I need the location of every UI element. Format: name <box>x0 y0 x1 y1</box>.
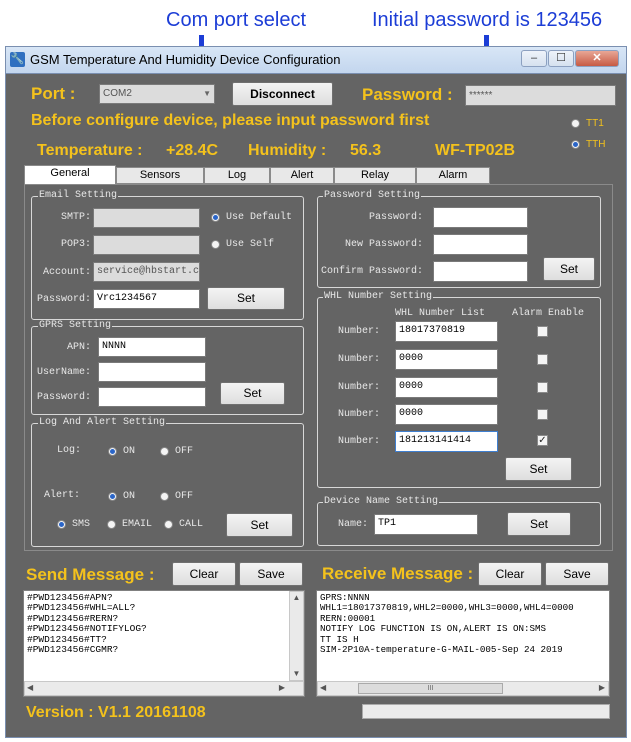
send-clear-button[interactable]: Clear <box>172 562 236 586</box>
gprs-password-label: Password: <box>36 392 91 403</box>
receive-hscrollbar[interactable] <box>317 681 609 696</box>
scroll-right-icon[interactable]: ▶ <box>278 683 285 692</box>
scroll-left-icon[interactable]: ◀ <box>27 683 34 692</box>
tth-radio[interactable] <box>571 140 580 149</box>
progress-bar <box>362 704 610 719</box>
whl-setting-legend: WHL Number Setting <box>324 291 433 302</box>
alert-label: Alert: <box>44 490 81 501</box>
call-label: CALL <box>179 519 204 530</box>
send-message-text: #PWD123456#APN? #PWD123456#WHL=ALL? #PWD123456#RERN? #PWD123456#NOTIFYLOG? #PWD123456#TT? #PWD123456#CGMR? <box>27 592 147 656</box>
port-label: Port : <box>31 84 76 103</box>
whl-number-input[interactable]: 181213141414 <box>395 431 498 452</box>
email-radio[interactable] <box>107 520 116 529</box>
send-message-title: Send Message : <box>26 565 155 584</box>
minimize-icon[interactable]: – <box>521 50 547 67</box>
gprs-username-input[interactable] <box>98 362 206 382</box>
whl-number-label: Number: <box>337 409 380 420</box>
device-model: WF-TP02B <box>435 142 515 159</box>
whl-number-input[interactable]: 0000 <box>395 404 498 425</box>
tab-general[interactable]: General <box>24 165 116 185</box>
close-icon[interactable]: ✕ <box>575 50 619 67</box>
smtp-label: SMTP: <box>60 212 91 223</box>
device-name-legend: Device Name Setting <box>324 496 439 507</box>
tab-log[interactable]: Log <box>204 167 270 184</box>
pop3-label: POP3: <box>60 239 91 250</box>
log-off-label: OFF <box>175 446 194 457</box>
whl-set-button[interactable]: Set <box>505 457 572 481</box>
scroll-up-icon[interactable]: ▲ <box>292 593 301 602</box>
maximize-icon[interactable]: ☐ <box>548 50 574 67</box>
call-radio[interactable] <box>164 520 173 529</box>
window-title: GSM Temperature And Humidity Device Configuration <box>30 52 341 67</box>
send-save-button[interactable]: Save <box>239 562 303 586</box>
tab-alert[interactable]: Alert <box>270 167 334 184</box>
annotation-com-port: Com port select <box>166 9 307 31</box>
pwset-password-label: Password: <box>368 212 423 223</box>
gprs-password-input[interactable] <box>98 387 206 407</box>
new-password-label: New Password: <box>344 239 423 250</box>
version-label: Version : V1.1 20161108 <box>26 704 206 721</box>
receive-clear-button[interactable]: Clear <box>478 562 542 586</box>
annotation-password: Initial password is 123456 <box>372 9 603 31</box>
receive-message-title: Receive Message : <box>322 564 474 583</box>
send-message-textarea[interactable] <box>23 590 305 697</box>
scroll-thumb[interactable]: III <box>358 683 503 694</box>
receive-message-textarea[interactable] <box>316 590 610 697</box>
whl-list-header: WHL Number List <box>395 308 486 319</box>
log-alert-set-button[interactable]: Set <box>226 513 293 537</box>
port-select[interactable] <box>99 84 215 104</box>
password-input[interactable]: ****** <box>465 85 616 106</box>
email-set-button[interactable]: Set <box>207 287 285 310</box>
password-warning: Before configure device, please input password first <box>31 112 430 129</box>
send-hscrollbar[interactable] <box>24 681 304 696</box>
email-setting-legend: Email Setting <box>39 190 118 201</box>
use-default-radio[interactable] <box>211 213 220 222</box>
apn-input[interactable]: NNNN <box>98 337 206 357</box>
log-off-radio[interactable] <box>160 447 169 456</box>
device-name-label: Name: <box>337 519 368 530</box>
password-setting-legend: Password Setting <box>324 190 421 201</box>
humidity-label: Humidity : <box>248 142 327 159</box>
whl-number-label: Number: <box>337 354 380 365</box>
pop3-input[interactable] <box>93 235 200 255</box>
scroll-left-icon[interactable]: ◀ <box>320 683 327 692</box>
account-input[interactable]: service@hbstart.c <box>93 262 200 282</box>
use-default-label: Use Default <box>226 212 293 223</box>
scroll-right-icon[interactable]: ▶ <box>598 683 605 692</box>
tth-label: TTH <box>586 139 606 150</box>
pwset-set-button[interactable]: Set <box>543 257 595 281</box>
scroll-down-icon[interactable]: ▼ <box>292 669 301 678</box>
new-password-input[interactable] <box>433 234 528 255</box>
tt1-radio[interactable] <box>571 119 580 128</box>
gprs-setting-legend: GPRS Setting <box>39 320 112 331</box>
email-password-label: Password: <box>36 294 91 305</box>
device-name-input[interactable]: TP1 <box>374 514 478 535</box>
confirm-password-label: Confirm Password: <box>320 266 423 277</box>
alert-off-label: OFF <box>175 491 194 502</box>
log-on-radio[interactable] <box>108 447 117 456</box>
whl-number-label: Number: <box>337 436 380 447</box>
disconnect-button[interactable]: Disconnect <box>232 82 333 106</box>
gprs-set-button[interactable]: Set <box>220 382 285 405</box>
tt1-label: TT1 <box>586 118 604 129</box>
use-self-label: Use Self <box>226 239 275 250</box>
alarm-enable-checkbox[interactable] <box>537 354 548 365</box>
tab-sensors[interactable]: Sensors <box>116 167 204 184</box>
alarm-enable-checkbox[interactable] <box>537 435 548 446</box>
alarm-enable-checkbox[interactable] <box>537 409 548 420</box>
log-label: Log: <box>57 445 82 456</box>
sms-label: SMS <box>72 519 91 530</box>
alarm-enable-checkbox[interactable] <box>537 326 548 337</box>
password-label: Password : <box>362 85 453 104</box>
alert-on-radio[interactable] <box>108 492 117 501</box>
pwset-password-input[interactable] <box>433 207 528 228</box>
smtp-input[interactable] <box>93 208 200 228</box>
gprs-username-label: UserName: <box>36 367 91 378</box>
email-password-input[interactable]: Vrc1234567 <box>93 289 200 309</box>
whl-number-input[interactable]: 0000 <box>395 377 498 398</box>
temperature-value: +28.4C <box>166 142 219 159</box>
send-vscrollbar[interactable] <box>289 591 304 681</box>
sms-radio[interactable] <box>57 520 66 529</box>
tab-relay[interactable]: Relay <box>334 167 416 184</box>
receive-message-text: GPRS:NNNN WHL1=18017370819,WHL2=0000,WHL3=0000,WHL4=0000 RERN:00001 NOTIFY LOG FUNCTION IS ON,ALERT IS ON:SMS TT IS H SIM-2P10A-temperature-G-MAIL-005-Sep 24 2019 <box>320 592 574 656</box>
confirm-password-input[interactable] <box>433 261 528 282</box>
use-self-radio[interactable] <box>211 240 220 249</box>
alarm-enable-checkbox[interactable] <box>537 382 548 393</box>
port-select-value: COM2 <box>103 88 132 99</box>
checkmark-icon: ✓ <box>538 435 547 446</box>
tab-alarm[interactable]: Alarm <box>416 167 490 184</box>
log-on-label: ON <box>123 446 136 457</box>
whl-number-input[interactable]: 18017370819 <box>395 321 498 342</box>
email-label: EMAIL <box>122 519 153 530</box>
device-name-set-button[interactable]: Set <box>507 512 571 536</box>
app-icon: 🔧 <box>10 53 25 65</box>
whl-number-label: Number: <box>337 382 380 393</box>
humidity-value: 56.3 <box>350 142 382 159</box>
account-label: Account: <box>42 267 91 278</box>
alert-on-label: ON <box>123 491 136 502</box>
receive-save-button[interactable]: Save <box>545 562 609 586</box>
log-alert-setting-legend: Log And Alert Setting <box>39 417 166 428</box>
temperature-label: Temperature : <box>37 142 143 159</box>
chevron-down-icon: ▼ <box>203 89 211 98</box>
alarm-enable-header: Alarm Enable <box>512 308 585 319</box>
apn-label: APN: <box>66 342 91 353</box>
alert-off-radio[interactable] <box>160 492 169 501</box>
whl-number-label: Number: <box>337 326 380 337</box>
whl-number-input[interactable]: 0000 <box>395 349 498 370</box>
